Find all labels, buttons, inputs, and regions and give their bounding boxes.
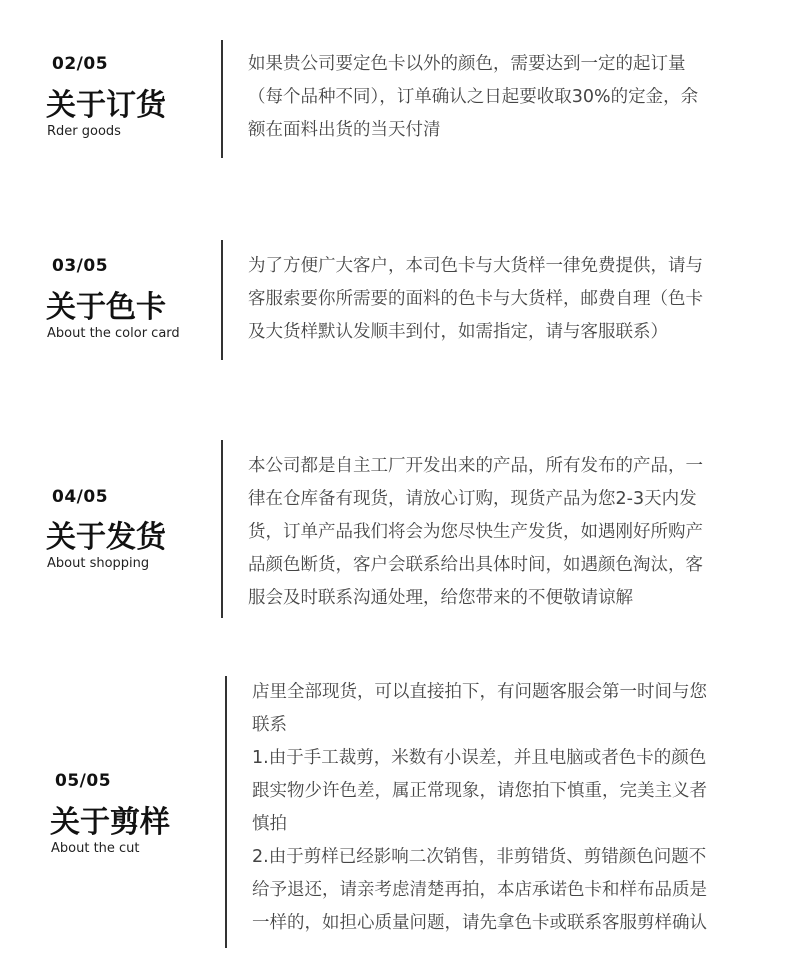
body-line: 货，订单产品我们将会为您尽快生产发货，如遇刚好所购产 [248,522,703,542]
body-line: 给予退还，请亲考虑清楚再拍，本店承诺色卡和样布品质是 [252,880,707,900]
body-line: 及大货样默认发顺丰到付，如需指定，请与客服联系） [248,322,668,342]
body-line: 本公司都是自主工厂开发出来的产品，所有发布的产品，一 [248,456,703,476]
section-subtitle: About the cut [51,841,140,856]
section-subtitle: About the color card [47,326,180,341]
body-line: 2.由于剪样已经影响二次销售，非剪错货、剪错颜色问题不 [252,847,707,867]
section-title: 关于剪样 [50,805,170,840]
section-number: 04/05 [52,487,109,507]
body-line: 为了方便广大客户，本司色卡与大货样一律免费提供，请与 [248,256,703,276]
section-body [252,676,707,940]
section-title: 关于发货 [46,520,166,555]
body-line: 额在面料出货的当天付清 [248,120,441,140]
body-line: 律在仓库备有现货，请放心订购，现货产品为您2-3天内发 [248,489,697,509]
section-subtitle: About shopping [47,556,150,571]
section-number: 05/05 [55,771,112,791]
section-number: 03/05 [52,256,109,276]
section-subtitle: Rder goods [47,124,121,139]
section-body [248,450,703,615]
body-line: 客服索要你所需要的面料的色卡与大货样，邮费自理（色卡 [248,289,703,309]
section-title: 关于订货 [46,88,166,123]
section-divider [221,40,223,158]
body-line: 慎拍 [252,814,287,834]
body-line: 跟实物少许色差，属正常现象，请您拍下慎重，完美主义者 [252,781,707,801]
body-line: 如果贵公司要定色卡以外的颜色，需要达到一定的起订量 [248,54,686,74]
section-number: 02/05 [52,54,109,74]
body-line: 联系 [252,715,287,735]
section-divider [221,240,223,360]
section-body [248,250,703,349]
section-title: 关于色卡 [46,290,166,325]
body-line: 品颜色断货，客户会联系给出具体时间，如遇颜色淘汰，客 [248,555,703,575]
body-line: （每个品种不同），订单确认之日起要收取30%的定金，余 [248,87,699,107]
body-line: 服会及时联系沟通处理，给您带来的不便敬请谅解 [248,588,633,608]
body-line: 店里全部现货，可以直接拍下，有问题客服会第一时间与您 [252,682,707,702]
section-body [248,48,698,147]
body-line: 一样的，如担心质量问题，请先拿色卡或联系客服剪样确认 [252,913,707,933]
body-line: 1.由于手工裁剪，米数有小误差，并且电脑或者色卡的颜色 [252,748,707,768]
section-divider [221,440,223,618]
section-divider [225,676,227,948]
